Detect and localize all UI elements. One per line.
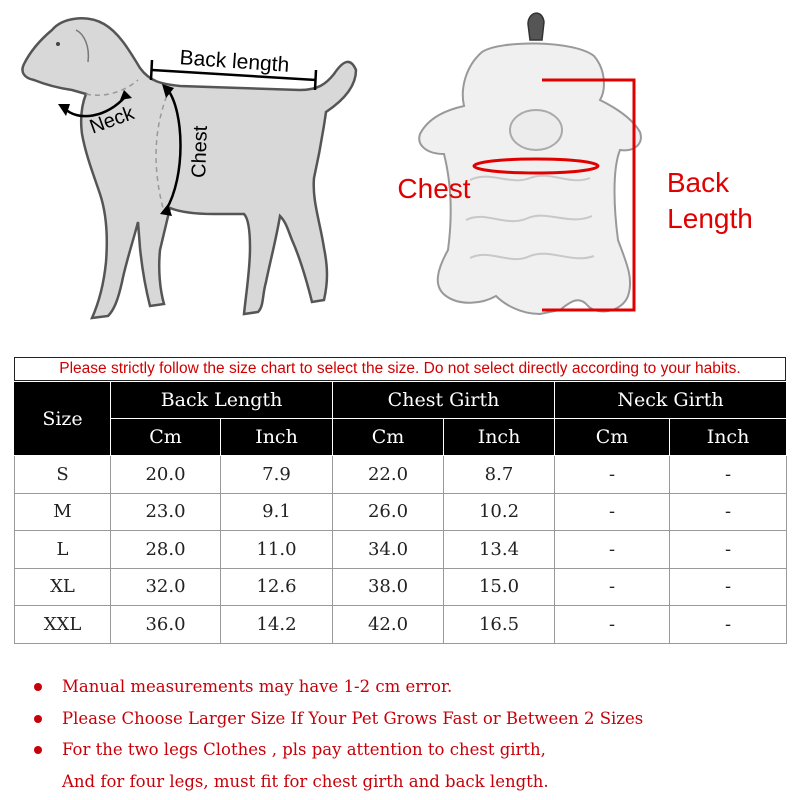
table-cell: -	[555, 456, 670, 494]
table-cell: 42.0	[333, 606, 444, 644]
table-cell: -	[555, 493, 670, 531]
table-cell: 15.0	[444, 568, 555, 606]
dog-illustration	[22, 18, 356, 318]
unit-header: Inch	[444, 419, 555, 456]
table-cell: 13.4	[444, 531, 555, 569]
table-cell: -	[670, 531, 787, 569]
back-length-tick-left	[151, 60, 152, 80]
size-chart-table	[14, 381, 787, 644]
table-cell: 14.2	[221, 606, 333, 644]
table-cell: 26.0	[333, 493, 444, 531]
size-cell: S	[15, 456, 111, 494]
size-cell: M	[15, 493, 111, 531]
table-cell: 34.0	[333, 531, 444, 569]
unit-header: Inch	[670, 419, 787, 456]
back-length-label: Back length	[178, 46, 290, 77]
table-cell: -	[670, 568, 787, 606]
chest-label: Chest	[188, 125, 212, 179]
table-cell: -	[555, 568, 670, 606]
garment-chest-label: Chest	[397, 173, 471, 204]
unit-header: Inch	[221, 419, 333, 456]
dog-eye	[56, 42, 60, 46]
table-row	[15, 493, 787, 531]
table-cell: 20.0	[111, 456, 221, 494]
table-cell: 36.0	[111, 606, 221, 644]
table-cell: 16.5	[444, 606, 555, 644]
table-row	[15, 456, 787, 494]
unit-header: Cm	[111, 419, 221, 456]
bullet-icon	[34, 746, 42, 754]
table-cell: -	[670, 456, 787, 494]
note-text: And for four legs, must fit for chest girth and back length.	[62, 771, 549, 791]
chest-girth-header: Chest Girth	[333, 382, 555, 419]
table-cell: 8.7	[444, 456, 555, 494]
table-cell: -	[670, 493, 787, 531]
garment-illustration	[397, 13, 752, 314]
note-item	[30, 734, 770, 766]
note-text: Manual measurements may have 1-2 cm error.	[62, 677, 453, 696]
size-column-header: Size	[15, 382, 111, 456]
table-cell: 28.0	[111, 531, 221, 569]
table-row	[15, 531, 787, 569]
back-length-tick-right	[315, 70, 316, 90]
garment-hanger	[528, 13, 544, 40]
size-cell: XL	[15, 568, 111, 606]
table-cell: -	[670, 606, 787, 644]
table-cell: 7.9	[221, 456, 333, 494]
note-text: For the two legs Clothes , pls pay attention to chest girth,	[62, 740, 546, 759]
size-warning: Please strictly follow the size chart to select the size. Do not select directly according to your habits.	[14, 357, 786, 381]
table-cell: 32.0	[111, 568, 221, 606]
unit-header: Cm	[333, 419, 444, 456]
note-text: Please Choose Larger Size If Your Pet Grows Fast or Between 2 Sizes	[62, 708, 644, 728]
table-cell: -	[555, 531, 670, 569]
unit-header: Cm	[555, 419, 670, 456]
table-cell: 23.0	[111, 493, 221, 531]
table-cell: 10.2	[444, 493, 555, 531]
table-row	[15, 568, 787, 606]
bullet-icon	[34, 715, 42, 723]
table-cell: 9.1	[221, 493, 333, 531]
measurement-illustrations	[0, 0, 800, 356]
note-item	[30, 671, 770, 703]
bullet-icon	[34, 683, 42, 691]
garment-hood-ball	[510, 110, 562, 150]
table-row	[15, 606, 787, 644]
neck-label: Neck	[86, 102, 138, 139]
table-cell: 12.6	[221, 568, 333, 606]
garment-length-label: Length	[667, 203, 753, 234]
notes-list	[30, 671, 770, 797]
table-cell: 22.0	[333, 456, 444, 494]
neck-girth-header: Neck Girth	[555, 382, 787, 419]
garment-back-label: Back	[666, 167, 730, 198]
size-cell: XXL	[15, 606, 111, 644]
note-continuation	[30, 766, 770, 798]
size-cell: L	[15, 531, 111, 569]
table-group-header-row	[15, 382, 787, 419]
table-unit-header-row	[15, 419, 787, 456]
table-cell: -	[555, 606, 670, 644]
table-cell: 11.0	[221, 531, 333, 569]
note-item	[30, 703, 770, 735]
back-length-header: Back Length	[111, 382, 333, 419]
table-cell: 38.0	[333, 568, 444, 606]
